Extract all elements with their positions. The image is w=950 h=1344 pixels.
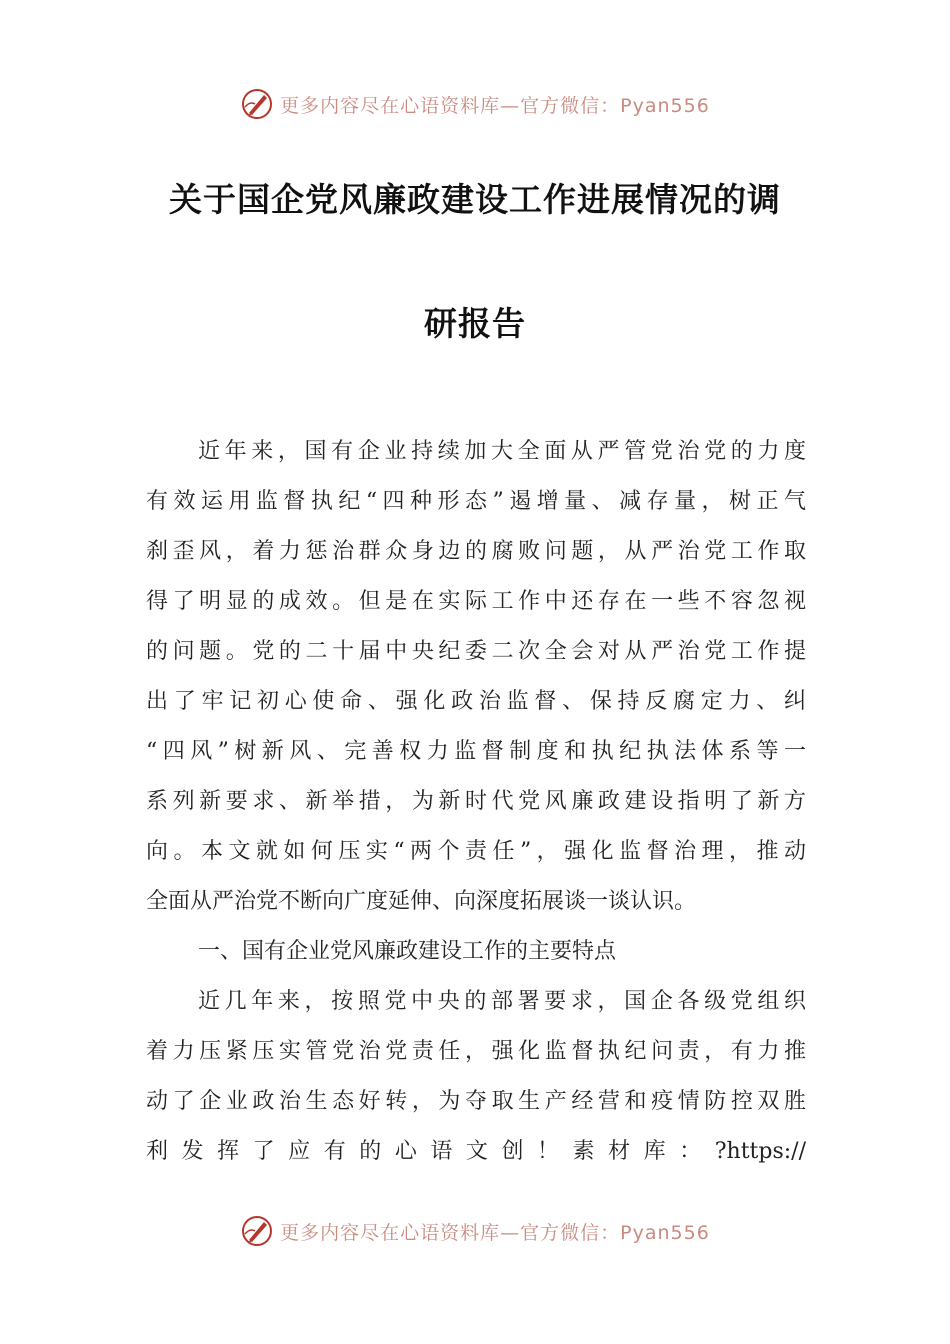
body-line: 着力压紧压实管党治党责任，强化监督执纪问责，有力推 (146, 1039, 806, 1064)
body-line: 得了明显的成效。但是在实际工作中还存在一些不容忽视 (146, 589, 806, 614)
body-line: 出了牢记初心使命、强化政治监督、保持反腐定力、纠 (146, 689, 806, 714)
quill-pen-logo-icon (240, 87, 274, 121)
body-line: 全面从严治党不断向广度延伸、向深度拓展谈一谈认识。 (146, 889, 697, 914)
document-title-line-1: 关于国企党风廉政建设工作进展情况的调 (169, 180, 781, 219)
body-line: 刹歪风，着力惩治群众身边的腐败问题，从严治党工作取 (146, 539, 806, 564)
quill-pen-logo-icon (240, 1214, 274, 1248)
body-line: 系列新要求、新举措，为新时代党风廉政建设指明了新方 (146, 789, 806, 814)
document-title-line-2: 研报告 (424, 304, 526, 343)
body-line: 向。本文就如何压实“两个责任”，强化监督治理，推动 (146, 839, 806, 864)
body-line: 动了企业政治生态好转，为夺取生产经营和疫情防控双胜 (146, 1089, 806, 1114)
body-line: 近年来，国有企业持续加大全面从严管党治党的力度 (198, 439, 806, 464)
watermark-banner-top (0, 84, 950, 124)
body-line: 近几年来，按照党中央的部署要求，国企各级党组织 (198, 989, 806, 1014)
body-line: 有效运用监督执纪“四种形态”遏增量、减存量，树正气 (146, 489, 806, 514)
section-heading: 一、国有企业党风廉政建设工作的主要特点 (198, 939, 617, 964)
watermark-text: 更多内容尽在心语资料库—官方微信：Pyan556 (280, 1221, 710, 1244)
body-line: 利发挥了应有的心语文创！素材库：?https:// (146, 1139, 806, 1164)
body-line: “四风”树新风、完善权力监督制度和执纪执法体系等一 (146, 739, 806, 764)
watermark-banner-bottom (0, 1211, 950, 1251)
body-line: 的问题。党的二十届中央纪委二次全会对从严治党工作提 (146, 639, 806, 664)
watermark-text: 更多内容尽在心语资料库—官方微信：Pyan556 (280, 94, 710, 117)
document-body (146, 427, 806, 1177)
